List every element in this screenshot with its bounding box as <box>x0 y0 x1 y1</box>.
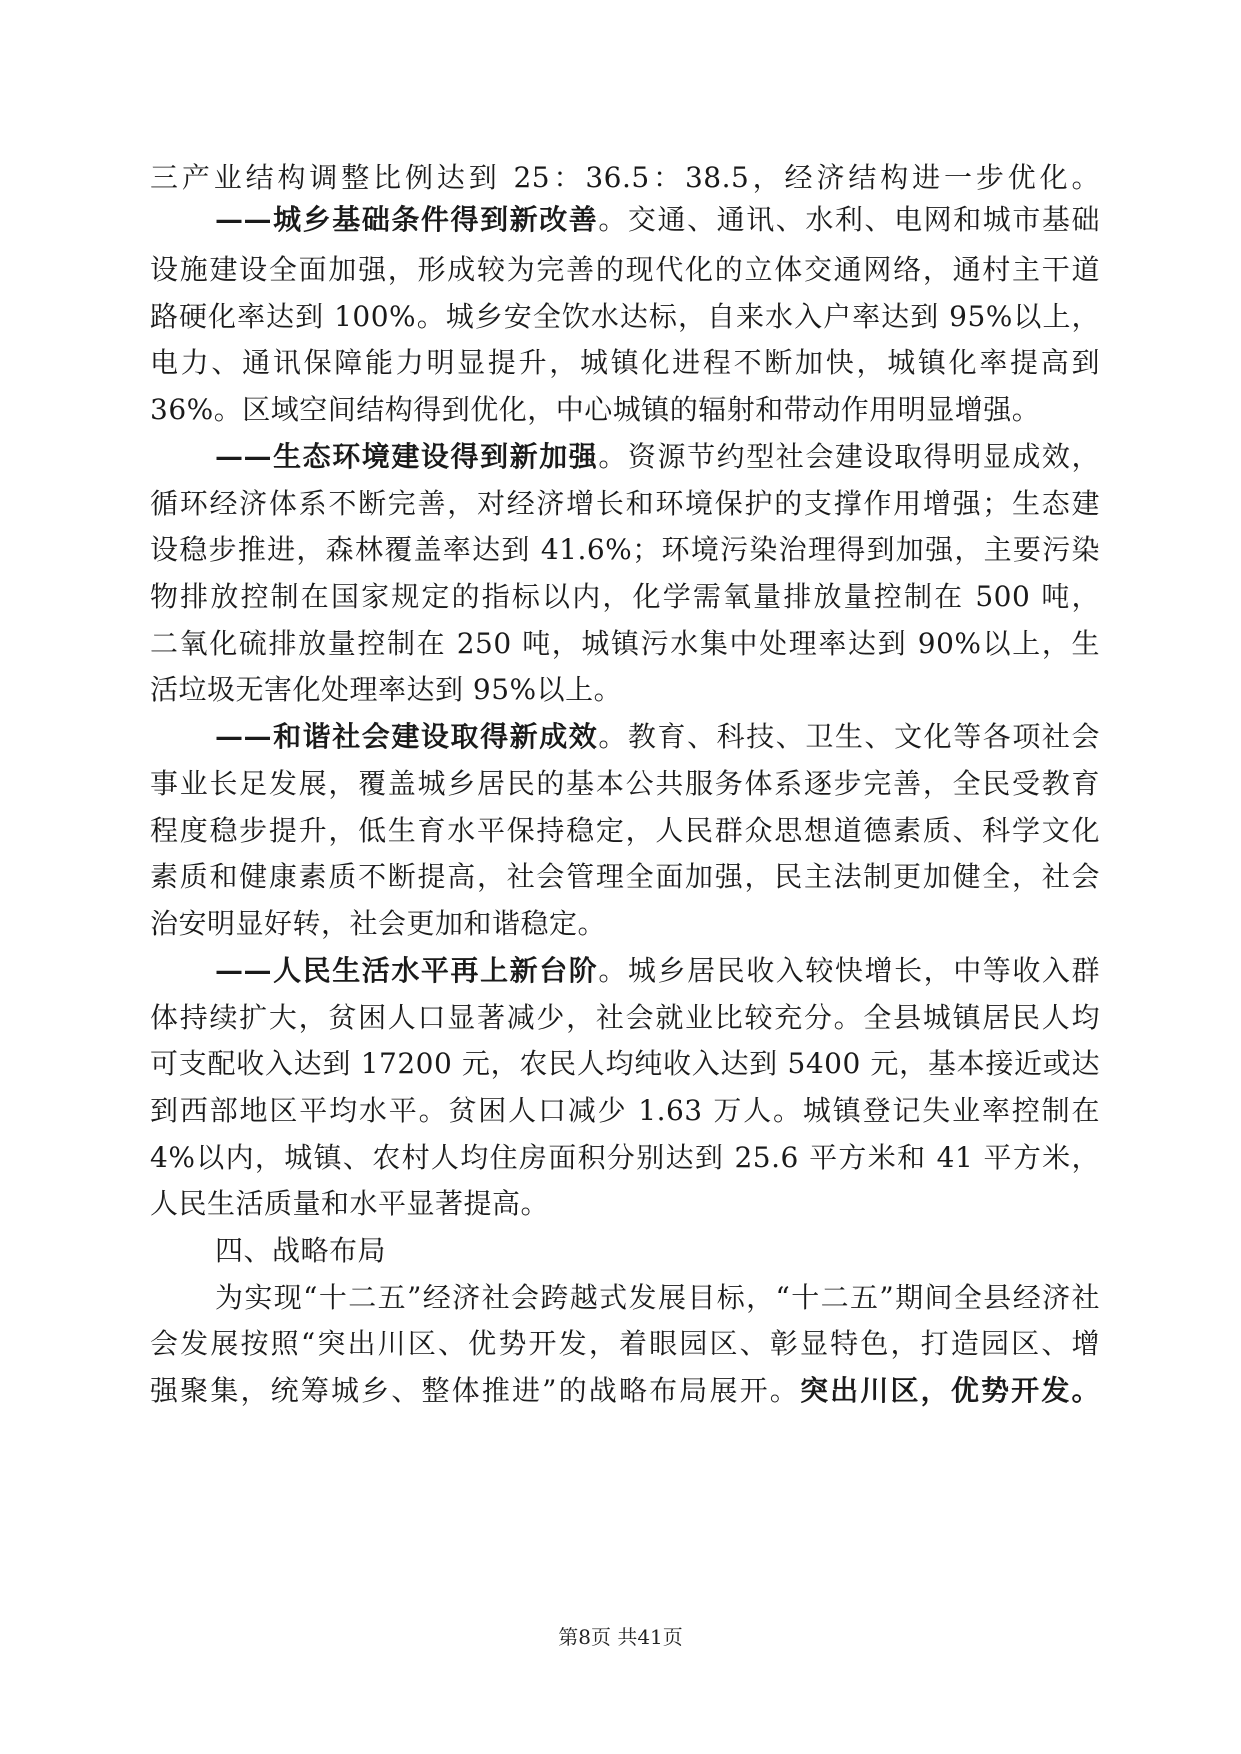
line-text: 可支配收入达到 17200 元，农民人均纯收入达到 5400 元，基本接近或达 <box>150 1047 1100 1080</box>
line-text: 路硬化率达到 100%。城乡安全饮水达标，自来水入户率达到 95%以上， <box>150 300 1100 333</box>
line-text: 物排放控制在国家规定的指标以内，化学需氧量排放量控制在 500 吨， <box>150 580 1100 613</box>
body-line <box>150 577 1100 617</box>
body-line <box>150 297 1100 337</box>
goal-paragraph-start <box>215 437 1100 477</box>
body-line <box>150 998 1100 1038</box>
goal-paragraph-start <box>215 200 1100 240</box>
line-text: 体持续扩大，贫困人口显著减少，社会就业比较充分。全县城镇居民人均 <box>150 1001 1100 1034</box>
line-text: 程度稳步提升，低生育水平保持稳定，人民群众思想道德素质、科学文化 <box>150 814 1100 847</box>
body-line <box>150 670 1100 710</box>
section-heading <box>215 1231 615 1271</box>
line-text: 电力、通讯保障能力明显提升，城镇化进程不断加快，城镇化率提高到 <box>150 346 1100 379</box>
line-text: 到西部地区平均水平。贫困人口减少 1.63 万人。城镇登记失业率控制在 <box>150 1094 1100 1127</box>
line-text: 。交通、通讯、水利、电网和城市基础 <box>598 203 1100 236</box>
line-text: 为实现“十二五”经济社会跨越式发展目标，“十二五”期间全县经济社 <box>215 1281 1100 1314</box>
body-line <box>150 484 1100 524</box>
line-text: 会发展按照“突出川区、优势开发，着眼园区、彰显特色，打造园区、增 <box>150 1327 1100 1360</box>
body-line <box>215 1278 1100 1318</box>
line-text: 36%。区域空间结构得到优化，中心城镇的辐射和带动作用明显增强。 <box>150 393 1041 426</box>
line-text: 素质和健康素质不断提高，社会管理全面加强，民主法制更加健全，社会 <box>150 860 1100 893</box>
line-text: 。教育、科技、卫生、文化等各项社会 <box>598 720 1100 753</box>
line-text: 活垃圾无害化处理率达到 95%以上。 <box>150 673 623 706</box>
line-text: 人民生活质量和水平显著提高。 <box>150 1187 550 1220</box>
line-text: 治安明显好转，社会更加和谐稳定。 <box>150 907 607 940</box>
bold-phrase: 突出川区，优势开发。 <box>799 1374 1100 1407</box>
body-line <box>150 158 1100 198</box>
body-line <box>150 904 1100 944</box>
goal-paragraph-start <box>215 717 1100 757</box>
line-text: 循环经济体系不断完善，对经济增长和环境保护的支撑作用增强；生态建 <box>150 487 1100 520</box>
line-text: 设施建设全面加强，形成较为完善的现代化的立体交通网络，通村主干道 <box>150 253 1100 286</box>
section-heading-text: 四、战略布局 <box>215 1234 387 1267</box>
body-line <box>150 343 1100 383</box>
body-line <box>150 1044 1100 1084</box>
body-line <box>150 1184 1100 1224</box>
page-footer <box>0 1623 1241 1651</box>
line-text: 三产业结构调整比例达到 25：36.5：38.5，经济结构进一步优化。 <box>150 161 1100 194</box>
body-line <box>150 1371 1100 1411</box>
line-text: 4%以内，城镇、农村人均住房面积分别达到 25.6 平方米和 41 平方米， <box>150 1141 1100 1174</box>
body-line <box>150 1138 1100 1178</box>
goal-paragraph-start <box>215 951 1100 991</box>
body-line <box>150 811 1100 851</box>
body-line <box>150 1324 1100 1364</box>
body-line <box>150 250 1100 290</box>
page-number: 第8页 共41页 <box>558 1625 683 1649</box>
line-text: 二氧化硫排放量控制在 250 吨，城镇污水集中处理率达到 90%以上，生 <box>150 627 1100 660</box>
line-text: 。城乡居民收入较快增长，中等收入群 <box>598 954 1100 987</box>
line-text: 强聚集，统筹城乡、整体推进”的战略布局展开。 <box>150 1374 800 1407</box>
body-line <box>150 1091 1100 1131</box>
body-line <box>150 624 1100 664</box>
line-text: 。资源节约型社会建设取得明显成效， <box>598 440 1100 473</box>
body-line <box>150 857 1100 897</box>
body-line <box>150 764 1100 804</box>
line-text: 设稳步推进，森林覆盖率达到 41.6%；环境污染治理得到加强，主要污染 <box>150 533 1100 566</box>
body-line <box>150 390 1100 430</box>
goal-heading: ——和谐社会建设取得新成效 <box>215 720 599 753</box>
goal-heading: ——生态环境建设得到新加强 <box>215 440 599 473</box>
goal-heading: ——人民生活水平再上新台阶 <box>215 954 599 987</box>
body-line <box>150 530 1100 570</box>
goal-heading: ——城乡基础条件得到新改善 <box>215 203 599 236</box>
line-text: 事业长足发展，覆盖城乡居民的基本公共服务体系逐步完善，全民受教育 <box>150 767 1100 800</box>
